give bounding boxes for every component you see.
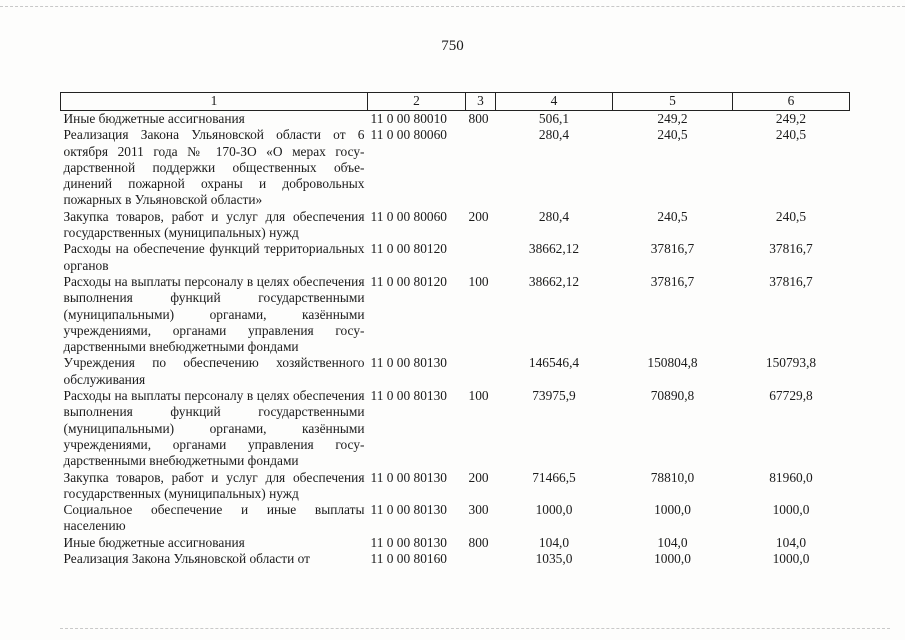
column-header-1: 1 (61, 93, 368, 111)
row-value-6: 67729,8 (769, 388, 813, 404)
table-row (61, 111, 850, 128)
row-expense-type: 200 (468, 469, 489, 485)
row-name: Социальное обеспечение и иные выплаты населению (63, 502, 365, 534)
table-row (61, 127, 850, 208)
row-expense-type (466, 355, 496, 388)
column-header-4: 4 (496, 93, 613, 111)
column-header-6: 6 (733, 93, 850, 111)
row-value-6: 1000,0 (772, 551, 810, 567)
budget-table (60, 92, 850, 567)
row-value-4: 280,4 (538, 208, 570, 224)
row-value-4: 104,0 (538, 534, 570, 550)
table-row (61, 535, 850, 551)
scan-top-edge (0, 6, 905, 7)
row-code: 11 0 00 80130 (370, 469, 447, 485)
row-expense-type: 300 (468, 502, 489, 518)
row-name: Учреждения по обеспечению хозяйственного обслуживания (63, 355, 365, 387)
row-value-4: 146546,4 (528, 355, 580, 371)
row-name: Расходы на выплаты персоналу в целях обеспечения выполнения функций государственными (муниципальными) органами, казёнными учреждениями, органами управления государственными внебюджетными фондами (63, 273, 365, 355)
row-code: 11 0 00 80010 (370, 111, 447, 126)
row-name: Реализация Закона Ульяновской области от 6 октября 2011 года № 170-ЗО «О мерах государственной поддержки общественных объединений пожарной охраны и добровольных пожарных в Ульяновской области» (63, 127, 365, 208)
table-row (61, 502, 850, 535)
table-row (61, 274, 850, 355)
row-value-4: 506,1 (538, 111, 570, 126)
page-number: 750 (441, 38, 464, 54)
row-expense-type: 100 (468, 273, 489, 289)
row-code: 11 0 00 80160 (370, 551, 447, 567)
row-value-5: 37816,7 (650, 241, 695, 257)
row-expense-type (466, 551, 496, 567)
row-value-4: 38662,12 (528, 241, 580, 257)
table-row (61, 241, 850, 274)
row-value-4: 1000,0 (535, 502, 573, 518)
table-row (61, 470, 850, 503)
row-value-6: 1000,0 (772, 502, 810, 518)
row-code: 11 0 00 80060 (370, 208, 447, 224)
column-number-row (61, 93, 850, 111)
row-value-5: 1000,0 (654, 551, 691, 567)
row-name: Закупка товаров, работ и услуг для обеспечения государственных (муниципальных) нужд (63, 469, 365, 501)
row-value-4: 280,4 (538, 127, 570, 143)
row-value-4: 1035,0 (535, 551, 573, 567)
row-name: Иные бюджетные ассигнования (63, 111, 245, 126)
table-row (61, 209, 850, 242)
row-code: 11 0 00 80120 (370, 241, 447, 257)
table-row (61, 355, 850, 388)
row-name: Расходы на выплаты персоналу в целях обеспечения выполнения функций государственными (муниципальными) органами, казёнными учреждениями, органами управления государственными внебюджетными фондами (63, 388, 365, 469)
table-row (61, 388, 850, 469)
column-header-2: 2 (368, 93, 466, 111)
row-value-6: 81960,0 (769, 469, 813, 485)
row-value-6: 150793,8 (765, 355, 817, 371)
row-expense-type: 200 (468, 208, 489, 224)
row-name: Реализация Закона Ульяновской области от (63, 551, 310, 567)
row-expense-type (466, 241, 496, 274)
row-code: 11 0 00 80120 (370, 273, 447, 289)
row-value-5: 150804,8 (647, 355, 698, 371)
row-value-5: 249,2 (657, 111, 688, 126)
row-value-5: 78810,0 (650, 469, 695, 485)
row-value-5: 240,5 (657, 127, 688, 143)
table-row (61, 551, 850, 567)
row-code: 11 0 00 80130 (370, 355, 447, 371)
row-expense-type: 100 (468, 388, 489, 404)
row-value-5: 240,5 (657, 208, 688, 224)
row-value-6: 37816,7 (769, 273, 813, 289)
row-code: 11 0 00 80130 (370, 388, 447, 404)
row-code: 11 0 00 80130 (370, 534, 447, 550)
row-expense-type (466, 127, 496, 208)
row-value-5: 37816,7 (650, 273, 695, 289)
row-value-6: 37816,7 (769, 241, 813, 257)
row-value-5: 70890,8 (650, 388, 695, 404)
row-value-4: 73975,9 (532, 388, 576, 404)
row-name: Закупка товаров, работ и услуг для обеспечения государственных (муниципальных) нужд (63, 208, 365, 241)
column-header-5: 5 (613, 93, 733, 111)
row-value-6: 104,0 (775, 534, 807, 550)
row-expense-type: 800 (468, 111, 489, 126)
row-value-4: 71466,5 (532, 469, 576, 485)
column-header-3: 3 (466, 93, 496, 111)
row-value-6: 249,2 (775, 111, 807, 126)
row-name: Расходы на обеспечение функций территориальных органов (63, 241, 365, 273)
row-name: Иные бюджетные ассигнования (63, 534, 245, 550)
row-value-5: 1000,0 (654, 502, 691, 518)
scan-bottom-edge (60, 628, 890, 629)
row-expense-type: 800 (468, 534, 489, 550)
row-value-6: 240,5 (775, 127, 807, 143)
row-value-4: 38662,12 (528, 273, 580, 289)
row-value-5: 104,0 (657, 534, 688, 550)
row-code: 11 0 00 80060 (370, 127, 447, 143)
row-code: 11 0 00 80130 (370, 502, 447, 518)
row-value-6: 240,5 (775, 208, 807, 224)
